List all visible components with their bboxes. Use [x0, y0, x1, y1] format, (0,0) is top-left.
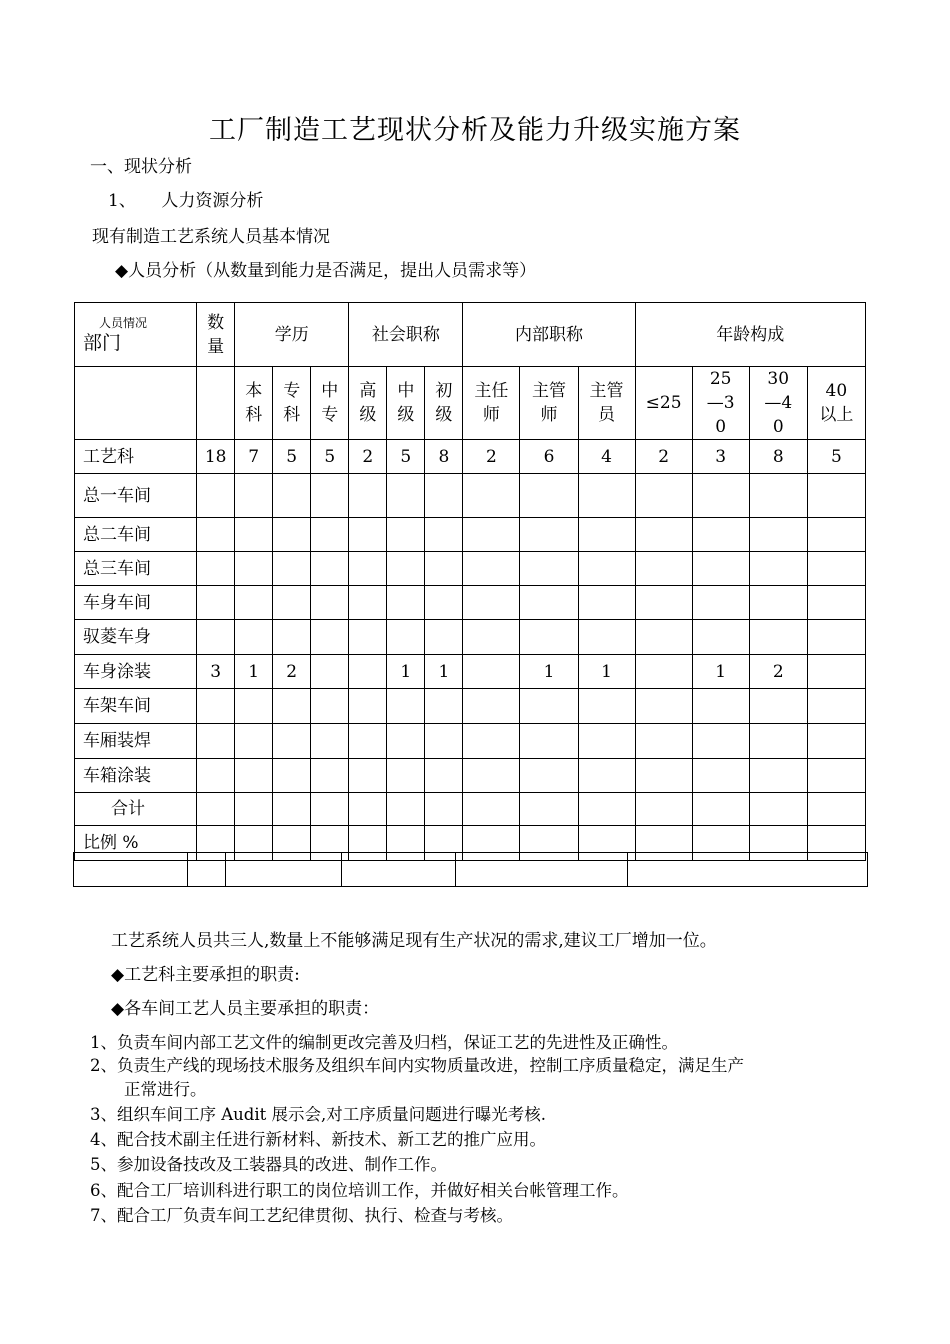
- table-cell: 1: [692, 655, 749, 689]
- table-cell: [520, 474, 578, 518]
- table-cell: [273, 793, 311, 826]
- table-cell: [197, 552, 235, 586]
- table-cell: [235, 759, 273, 793]
- table-cell: [463, 586, 520, 620]
- table-cell: [387, 586, 425, 620]
- bullet-office-duties: ◆工艺科主要承担的职责:: [111, 965, 300, 985]
- subheader-cell: 高级: [349, 367, 387, 440]
- table-cell: [349, 655, 387, 689]
- personnel-table: [74, 302, 866, 861]
- table-cell: [387, 620, 425, 655]
- corner-label-personnel: 人员情况: [99, 315, 148, 330]
- subheader-cell: 25—30: [692, 367, 749, 440]
- table-cell: [425, 759, 463, 793]
- table-cell: [349, 793, 387, 826]
- table-cell: [311, 724, 349, 759]
- table-cell: [311, 689, 349, 724]
- table-cell: [807, 586, 865, 620]
- table-cell: [349, 689, 387, 724]
- table-cell: [349, 552, 387, 586]
- table-cell: [273, 474, 311, 518]
- table-cell: [463, 655, 520, 689]
- table-cell: [273, 518, 311, 552]
- table-cell: 8: [749, 440, 807, 474]
- table-cell: [197, 620, 235, 655]
- subsection-heading: 1、 人力资源分析: [108, 191, 264, 211]
- table-cell: [311, 474, 349, 518]
- table-cell: [349, 518, 387, 552]
- table-cell: [235, 793, 273, 826]
- table-cell: [273, 586, 311, 620]
- table-header-row: [75, 303, 866, 367]
- table-cell: [387, 474, 425, 518]
- table-cell: [807, 793, 865, 826]
- table-cell: 5: [807, 440, 865, 474]
- table-cell: [578, 552, 635, 586]
- row-department: 工艺科: [75, 440, 197, 474]
- table-cell: [692, 724, 749, 759]
- table-cell: 1: [578, 655, 635, 689]
- table-cell: [692, 552, 749, 586]
- table-cell: [425, 793, 463, 826]
- row-department: 车身涂装: [75, 655, 197, 689]
- table-cell: [807, 724, 865, 759]
- table-row: [75, 759, 866, 793]
- table-cell: 1: [387, 655, 425, 689]
- subheader-cell: 本科: [235, 367, 273, 440]
- table-cell: 5: [311, 440, 349, 474]
- section-heading: 一、现状分析: [90, 157, 192, 177]
- table-cell: [692, 586, 749, 620]
- table-row: [75, 586, 866, 620]
- table-cell: [197, 759, 235, 793]
- table-cell: [273, 689, 311, 724]
- table-cell: [635, 655, 692, 689]
- table-cell: [463, 724, 520, 759]
- blank-footer-row: [74, 853, 868, 887]
- table-cell: [807, 620, 865, 655]
- table-cell: [692, 518, 749, 552]
- table-cell: 2: [463, 440, 520, 474]
- table-cell: [235, 518, 273, 552]
- table-cell: [749, 724, 807, 759]
- table-body: [75, 440, 866, 861]
- table-cell: [311, 655, 349, 689]
- table-cell: [197, 724, 235, 759]
- table-cell: 3: [692, 440, 749, 474]
- header-internal-title: 内部职称: [463, 303, 635, 367]
- bullet-people-analysis: ◆人员分析（从数量到能力是否满足，提出人员需求等）: [115, 261, 537, 281]
- header-education: 学历: [235, 303, 349, 367]
- table-cell: [425, 518, 463, 552]
- table-cell: [463, 474, 520, 518]
- table-row: [75, 440, 866, 474]
- table-cell: [578, 474, 635, 518]
- table-cell: [520, 552, 578, 586]
- table-cell: [807, 518, 865, 552]
- table-cell: [807, 552, 865, 586]
- table-cell: [349, 759, 387, 793]
- table-cell: [749, 620, 807, 655]
- table-cell: [235, 689, 273, 724]
- table-cell: [578, 518, 635, 552]
- table-cell: [235, 586, 273, 620]
- table-cell: [692, 689, 749, 724]
- table-cell: [425, 620, 463, 655]
- subheader-cell: 初级: [425, 367, 463, 440]
- table-cell: [311, 759, 349, 793]
- table-row: [75, 724, 866, 759]
- table-cell: [520, 759, 578, 793]
- table-cell: [463, 793, 520, 826]
- table-cell: [349, 620, 387, 655]
- table-cell: [807, 759, 865, 793]
- header-count: 数量: [197, 303, 235, 367]
- row-department: 合计: [75, 793, 197, 826]
- subheader-cell: 主管师: [520, 367, 578, 440]
- duty-item: 5、参加设备技改及工装器具的改进、制作工作。: [90, 1155, 447, 1174]
- table-cell: [635, 724, 692, 759]
- table-corner-cell: [75, 303, 197, 367]
- subheader-cell: 主任师: [463, 367, 520, 440]
- table-cell: [578, 620, 635, 655]
- table-cell: [749, 518, 807, 552]
- duty-item: 4、配合技术副主任进行新材料、新技术、新工艺的推广应用。: [90, 1130, 546, 1149]
- table-subheader-row: [75, 367, 866, 440]
- table-cell: [635, 759, 692, 793]
- subheader-cell: 中专: [311, 367, 349, 440]
- table-cell: 4: [578, 440, 635, 474]
- table-cell: [425, 474, 463, 518]
- table-cell: 3: [197, 655, 235, 689]
- table-cell: [692, 620, 749, 655]
- table-cell: [197, 689, 235, 724]
- table-cell: [807, 689, 865, 724]
- table-cell: [520, 586, 578, 620]
- table-cell: [311, 518, 349, 552]
- table-cell: [311, 586, 349, 620]
- table-row: [75, 518, 866, 552]
- blank-footer-table: [73, 852, 868, 887]
- table-cell: 1: [235, 655, 273, 689]
- intro-text: 现有制造工艺系统人员基本情况: [92, 227, 330, 247]
- table-cell: [635, 586, 692, 620]
- header-age-structure: 年龄构成: [635, 303, 865, 367]
- table-cell: [635, 620, 692, 655]
- bullet-workshop-duties: ◆各车间工艺人员主要承担的职责：: [111, 999, 380, 1019]
- table-cell: [463, 759, 520, 793]
- table-cell: [520, 518, 578, 552]
- table-cell: [578, 793, 635, 826]
- subheader-cell: 30—40: [749, 367, 807, 440]
- table-cell: [749, 586, 807, 620]
- table-cell: [578, 689, 635, 724]
- table-cell: [311, 552, 349, 586]
- table-cell: [807, 474, 865, 518]
- table-cell: [578, 759, 635, 793]
- table-cell: [235, 620, 273, 655]
- subheader-cell: 40以上: [807, 367, 865, 440]
- table-cell: 5: [387, 440, 425, 474]
- subheader-cell: 主管员: [578, 367, 635, 440]
- table-cell: [520, 620, 578, 655]
- subheader-cell: 中级: [387, 367, 425, 440]
- row-department: 比例 %: [75, 826, 197, 861]
- table-cell: [749, 689, 807, 724]
- table-row: [75, 689, 866, 724]
- table-cell: [692, 793, 749, 826]
- row-department: 总三车间: [75, 552, 197, 586]
- table-cell: [635, 518, 692, 552]
- table-cell: 1: [425, 655, 463, 689]
- row-department: 车箱涂装: [75, 759, 197, 793]
- table-cell: 2: [273, 655, 311, 689]
- table-cell: [578, 724, 635, 759]
- table-cell: 2: [349, 440, 387, 474]
- table-cell: [425, 724, 463, 759]
- table-cell: 7: [235, 440, 273, 474]
- duty-item: 6、配合工厂培训科进行职工的岗位培训工作，并做好相关台帐管理工作。: [90, 1181, 629, 1200]
- table-cell: [463, 552, 520, 586]
- table-cell: [425, 689, 463, 724]
- table-cell: [387, 552, 425, 586]
- duty-item: 3、组织车间工序 Audit 展示会,对工序质量问题进行曝光考核.: [90, 1105, 546, 1124]
- duty-item: 1、负责车间内部工艺文件的编制更改完善及归档，保证工艺的先进性及正确性。: [90, 1033, 678, 1052]
- table-cell: [463, 689, 520, 724]
- table-cell: [749, 793, 807, 826]
- page-title: 工厂制造工艺现状分析及能力升级实施方案: [209, 115, 741, 146]
- table-cell: [463, 518, 520, 552]
- row-department: 总一车间: [75, 474, 197, 518]
- table-cell: [273, 759, 311, 793]
- table-cell: 18: [197, 440, 235, 474]
- table-cell: 2: [749, 655, 807, 689]
- duty-item: 2、负责生产线的现场技术服务及组织车间内实物质量改进，控制工序质量稳定，满足生产: [90, 1056, 744, 1075]
- table-cell: [197, 586, 235, 620]
- table-cell: [807, 655, 865, 689]
- table-cell: [425, 552, 463, 586]
- table-cell: [387, 793, 425, 826]
- table-cell: 6: [520, 440, 578, 474]
- table-cell: [425, 586, 463, 620]
- table-cell: [349, 724, 387, 759]
- table-cell: [749, 759, 807, 793]
- header-social-title: 社会职称: [349, 303, 463, 367]
- table-cell: [349, 474, 387, 518]
- table-cell: [520, 689, 578, 724]
- table-cell: 8: [425, 440, 463, 474]
- table-cell: [692, 474, 749, 518]
- table-cell: [635, 689, 692, 724]
- table-cell: [273, 724, 311, 759]
- table-cell: 5: [273, 440, 311, 474]
- row-department: 总二车间: [75, 518, 197, 552]
- subheader-cell: ≤25: [635, 367, 692, 440]
- duty-item-continuation: 正常进行。: [124, 1080, 207, 1099]
- table-cell: [635, 793, 692, 826]
- table-cell: [387, 759, 425, 793]
- table-cell: [273, 620, 311, 655]
- table-cell: [311, 793, 349, 826]
- table-cell: [235, 552, 273, 586]
- table-cell: [197, 518, 235, 552]
- table-cell: [273, 552, 311, 586]
- corner-label-department: 部门: [83, 331, 122, 354]
- table-cell: [311, 620, 349, 655]
- table-cell: [635, 474, 692, 518]
- table-cell: [520, 793, 578, 826]
- table-row: [75, 655, 866, 689]
- row-department: 车厢装焊: [75, 724, 197, 759]
- table-cell: [197, 474, 235, 518]
- table-cell: 1: [520, 655, 578, 689]
- table-cell: [349, 586, 387, 620]
- table-row: [75, 793, 866, 826]
- duty-item: 7、配合工厂负责车间工艺纪律贯彻、执行、检查与考核。: [90, 1206, 513, 1225]
- table-cell: 2: [635, 440, 692, 474]
- table-cell: [520, 724, 578, 759]
- table-row: [75, 620, 866, 655]
- subheader-cell: 专科: [273, 367, 311, 440]
- table-cell: [635, 552, 692, 586]
- table-cell: [463, 620, 520, 655]
- table-cell: [749, 474, 807, 518]
- table-cell: [235, 474, 273, 518]
- table-cell: [578, 586, 635, 620]
- table-cell: [749, 552, 807, 586]
- table-cell: [235, 724, 273, 759]
- row-department: 车身车间: [75, 586, 197, 620]
- table-cell: [387, 724, 425, 759]
- summary-text: 工艺系统人员共三人,数量上不能够满足现有生产状况的需求,建议工厂增加一位。: [111, 931, 717, 951]
- row-department: 车架车间: [75, 689, 197, 724]
- table-row: [75, 474, 866, 518]
- table-cell: [387, 518, 425, 552]
- table-cell: [197, 793, 235, 826]
- table-cell: [692, 759, 749, 793]
- table-cell: [387, 689, 425, 724]
- table-row: [75, 552, 866, 586]
- row-department: 驭菱车身: [75, 620, 197, 655]
